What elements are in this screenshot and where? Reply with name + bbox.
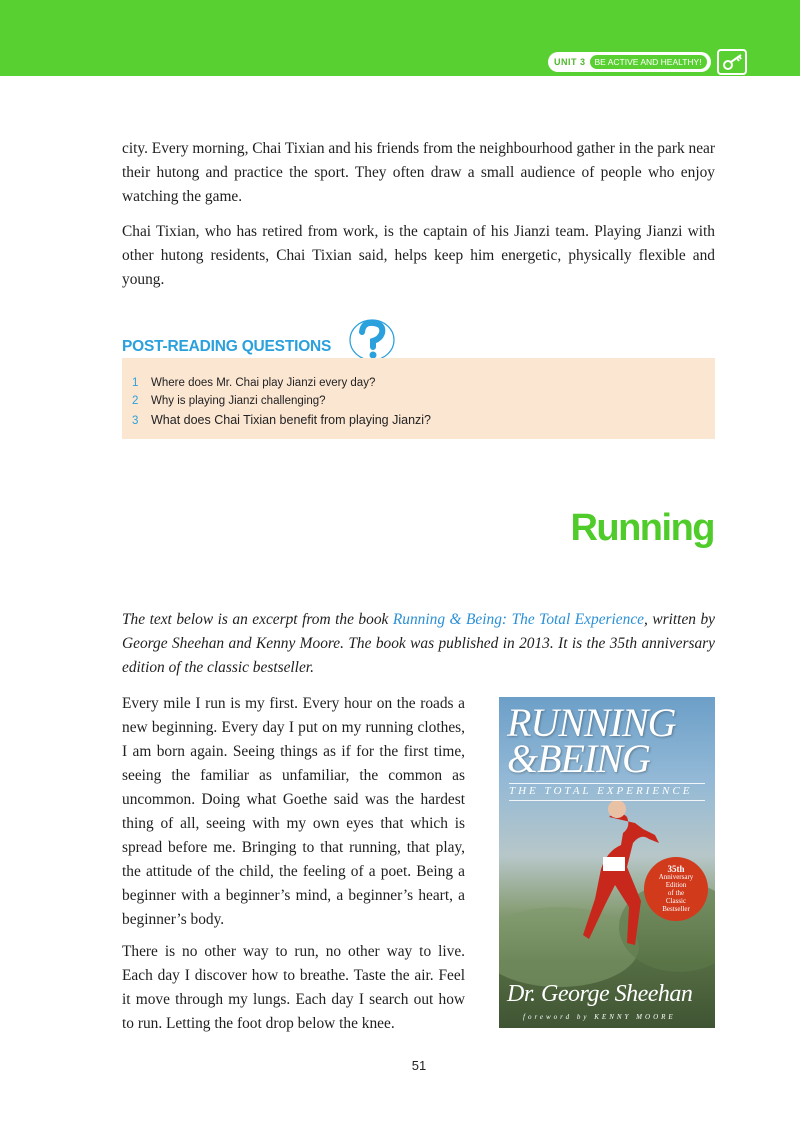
question-text: What does Chai Tixian benefit from playing Jianzi?	[151, 413, 432, 427]
section-title-running: Running	[570, 507, 714, 549]
anniversary-badge: 35th Anniversary Edition of the Classic Bestseller	[644, 857, 708, 921]
key-icon	[717, 49, 747, 75]
cover-author: Dr. George Sheehan	[507, 981, 693, 1007]
question-number: 1	[132, 377, 139, 389]
intro-paragraph	[122, 608, 715, 680]
cover-title	[507, 700, 676, 781]
intro-text-before: The text below is an excerpt from the book	[122, 611, 393, 628]
paragraph-chai-routine: city. Every morning, Chai Tixian and his friends from the neighbourhood gather in the park near their hutong and practice the sport. They often draw a small audience of people who enjoy watching the game.	[122, 140, 715, 205]
cover-rule	[509, 783, 705, 784]
intro-text-after: , written by George Sheehan and Kenny Moore. The book was published in 2013. It is the 35th anniversary edition of the classic bestseller.	[122, 611, 716, 676]
paragraph-chai-captain: Chai Tixian, who has retired from work, is the captain of his Jianzi team. Playing Jianzi with other hutong residents, Chai Tixian said, helps keep him energetic, physically flexible and young.	[122, 223, 715, 288]
cover-foreword: foreword by KENNY MOORE	[523, 1013, 676, 1021]
cover-title-line2: &BEING	[507, 736, 650, 781]
unit-topic: BE ACTIVE AND HEALTHY!	[590, 55, 707, 69]
cover-subtitle: THE TOTAL EXPERIENCE	[509, 785, 693, 797]
excerpt-paragraph-1: Every mile I run is my first. Every hour on the roads a new beginning. Every day I put on my running clothes, I am born again. Seeing things as if for the first time, seeing the familiar as unfamiliar, the common as uncommon. Doing what Goethe said was the hardest thing of all, seeing with my own eyes that which is spread before me. Bringing to that running, that play, the attitude of the child, the feeling of a poet. Being a beginner with a beginner’s mind, a beginner’s heart, a beginner’s body.	[122, 695, 465, 928]
unit-label: UNIT 3	[554, 57, 586, 67]
cover-title-line1: RUNNING	[507, 700, 676, 745]
book-title-link: Running & Being: The Total Experience	[392, 611, 644, 628]
question-item	[132, 395, 326, 407]
question-item	[132, 413, 431, 427]
question-text: Where does Mr. Chai play Jianzi every day?	[151, 377, 376, 389]
post-reading-box	[122, 358, 715, 439]
unit-badge	[548, 52, 711, 72]
excerpt-paragraph-2: There is no other way to run, no other way to live. Each day I discover how to breathe. Taste the air. Feel it move through my lungs. Each day I search out how to run. Letting the foot drop below the knee.	[122, 943, 465, 1032]
book-cover-image	[499, 697, 715, 1028]
question-number: 2	[132, 395, 139, 407]
cover-rule	[509, 800, 705, 801]
page-number: 51	[411, 1058, 427, 1073]
post-reading-title: POST-READING QUESTIONS	[122, 338, 332, 355]
question-text: Why is playing Jianzi challenging?	[151, 395, 326, 407]
question-number: 3	[132, 415, 139, 427]
question-item	[132, 377, 375, 389]
